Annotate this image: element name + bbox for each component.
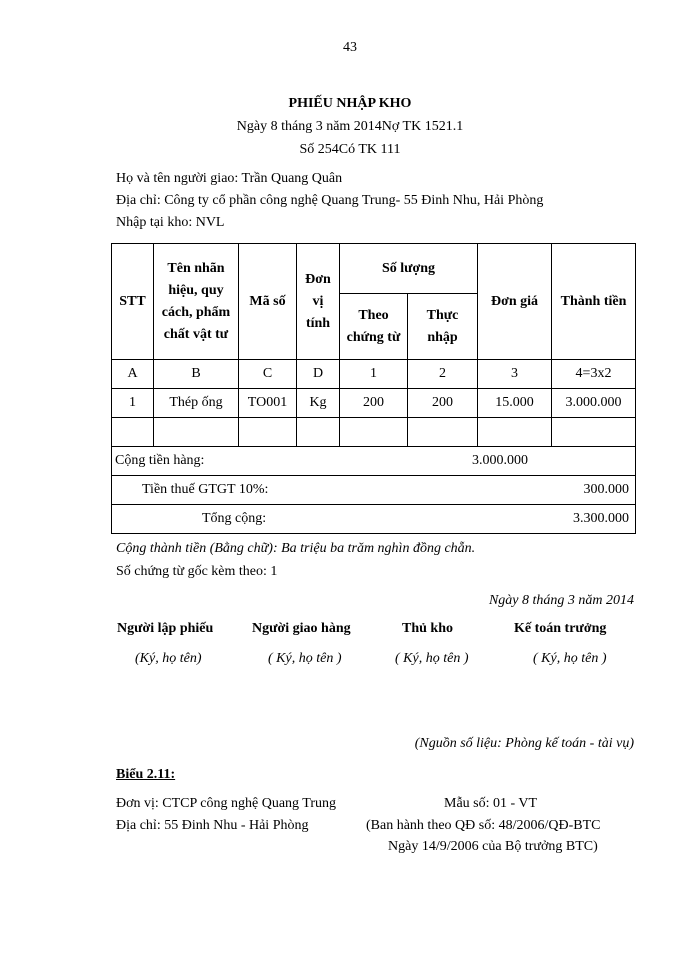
subtotal-value: 3.000.000 bbox=[472, 453, 528, 468]
vat-label: Tiền thuế GTGT 10%: bbox=[142, 482, 269, 497]
empty-cell bbox=[552, 418, 636, 447]
header-stt: STT bbox=[112, 244, 154, 360]
cell-qty-actual: 200 bbox=[408, 389, 478, 418]
cell-price: 15.000 bbox=[478, 389, 552, 418]
header-amount: Thành tiền bbox=[552, 244, 636, 360]
issue-date: Ngày 14/9/2006 của Bộ trưởng BTC) bbox=[388, 839, 598, 854]
empty-cell bbox=[154, 418, 239, 447]
signer-role-chief-accountant: Kế toán trưởng bbox=[514, 621, 607, 636]
header-qty-actual: Thực nhập bbox=[408, 294, 478, 360]
column-code-row bbox=[112, 360, 636, 389]
col-code: 2 bbox=[408, 360, 478, 389]
form-code: Mẫu số: 01 - VT bbox=[444, 796, 538, 811]
amount-in-words: Cộng thành tiền (Bằng chữ): Ba triệu ba trăm nghìn đồng chẵn. bbox=[116, 541, 476, 556]
warehouse: Nhập tại kho: NVL bbox=[116, 215, 225, 230]
header-item-name: Tên nhãn hiệu, quy cách, phẩm chất vật tư bbox=[154, 244, 239, 360]
col-code: 1 bbox=[340, 360, 408, 389]
empty-cell bbox=[340, 418, 408, 447]
figure-label: Biểu 2.11: bbox=[116, 767, 176, 782]
document-title: PHIẾU NHẬP KHO bbox=[288, 96, 412, 111]
attached-documents: Số chứng từ gốc kèm theo: 1 bbox=[116, 564, 278, 579]
empty-cell bbox=[239, 418, 297, 447]
cell-stt: 1 bbox=[112, 389, 154, 418]
vat-row bbox=[112, 476, 636, 505]
deliverer-name: Họ và tên người giao: Trần Quang Quân bbox=[116, 171, 343, 186]
signature-date: Ngày 8 tháng 3 năm 2014 bbox=[488, 593, 634, 608]
col-code: A bbox=[112, 360, 154, 389]
col-code: D bbox=[297, 360, 340, 389]
cell-qty-doc: 200 bbox=[340, 389, 408, 418]
signature-note: ( Ký, họ tên ) bbox=[533, 651, 607, 666]
subtotal-row bbox=[112, 447, 636, 476]
table-row bbox=[112, 389, 636, 418]
page-number: 43 bbox=[343, 40, 357, 55]
cell-unit: Kg bbox=[297, 389, 340, 418]
subtotal-label: Cộng tiền hàng: bbox=[115, 453, 205, 468]
header-quantity: Số lượng bbox=[340, 244, 478, 294]
deliverer-address: Địa chỉ: Công ty cổ phần công nghệ Quang Trung- 55 Đinh Nhu, Hải Phòng bbox=[116, 193, 544, 208]
total-label: Tổng cộng: bbox=[202, 511, 267, 526]
signature-note: (Ký, họ tên) bbox=[135, 651, 202, 666]
total-row bbox=[112, 505, 636, 534]
header-price: Đơn giá bbox=[478, 244, 552, 360]
col-code: 3 bbox=[478, 360, 552, 389]
vat-value: 300.000 bbox=[583, 482, 629, 497]
signer-role-preparer: Người lập phiếu bbox=[117, 621, 214, 636]
signature-note: ( Ký, họ tên ) bbox=[268, 651, 342, 666]
empty-cell bbox=[297, 418, 340, 447]
signer-role-storekeeper: Thủ kho bbox=[402, 621, 453, 636]
cell-amount: 3.000.000 bbox=[552, 389, 636, 418]
source-note: (Nguồn số liệu: Phòng kế toán - tài vụ) bbox=[414, 736, 634, 751]
cell-code: TO001 bbox=[239, 389, 297, 418]
col-code: 4=3x2 bbox=[552, 360, 636, 389]
col-code: C bbox=[239, 360, 297, 389]
col-code: B bbox=[154, 360, 239, 389]
unit-name: Đơn vị: CTCP công nghệ Quang Trung bbox=[116, 796, 337, 811]
header-qty-doc: Theo chứng từ bbox=[340, 294, 408, 360]
date-account-line: Ngày 8 tháng 3 năm 2014Nợ TK 1521.1 bbox=[236, 119, 464, 134]
empty-cell bbox=[112, 418, 154, 447]
issue-basis: (Ban hành theo QĐ số: 48/2006/QĐ-BTC bbox=[366, 818, 601, 833]
number-account-line: Số 254Có TK 111 bbox=[299, 142, 401, 157]
signature-note: ( Ký, họ tên ) bbox=[395, 651, 469, 666]
header-code: Mã số bbox=[239, 244, 297, 360]
header-unit: Đơn vị tính bbox=[297, 244, 340, 360]
empty-cell bbox=[478, 418, 552, 447]
signer-role-deliverer: Người giao hàng bbox=[252, 621, 351, 636]
cell-item-name: Thép ống bbox=[154, 389, 239, 418]
empty-row bbox=[112, 418, 636, 447]
total-value: 3.300.000 bbox=[573, 511, 629, 526]
unit-address: Địa chỉ: 55 Đinh Nhu - Hải Phòng bbox=[116, 818, 309, 833]
goods-receipt-table bbox=[111, 243, 636, 534]
empty-cell bbox=[408, 418, 478, 447]
